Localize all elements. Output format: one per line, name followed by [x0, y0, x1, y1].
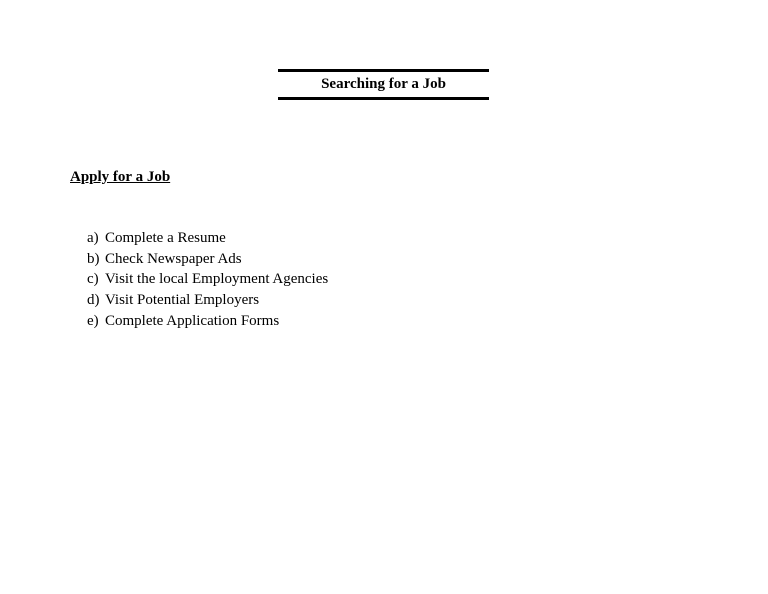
section-heading: Apply for a Job	[70, 169, 171, 185]
list-item	[87, 249, 328, 270]
list-item-text: Visit Potential Employers	[105, 292, 260, 309]
list-item-marker: d)	[87, 292, 100, 309]
page-title: Searching for a Job	[321, 76, 446, 92]
list-item	[87, 290, 328, 311]
list-item-marker: b)	[87, 250, 100, 267]
list-item	[87, 228, 328, 249]
list-item-text: Visit the local Employment Agencies	[105, 271, 329, 288]
list-item-marker: a)	[87, 230, 99, 246]
list-item-text: Complete a Resume	[105, 230, 226, 246]
list-item-marker: c)	[87, 271, 99, 288]
list-item	[87, 269, 328, 290]
title-box	[278, 69, 489, 100]
list-item-text: Check Newspaper Ads	[105, 250, 242, 267]
task-list	[87, 228, 328, 332]
list-item-marker: e)	[87, 312, 99, 329]
list-item-text: Complete Application Forms	[105, 312, 280, 329]
list-item	[87, 311, 328, 332]
